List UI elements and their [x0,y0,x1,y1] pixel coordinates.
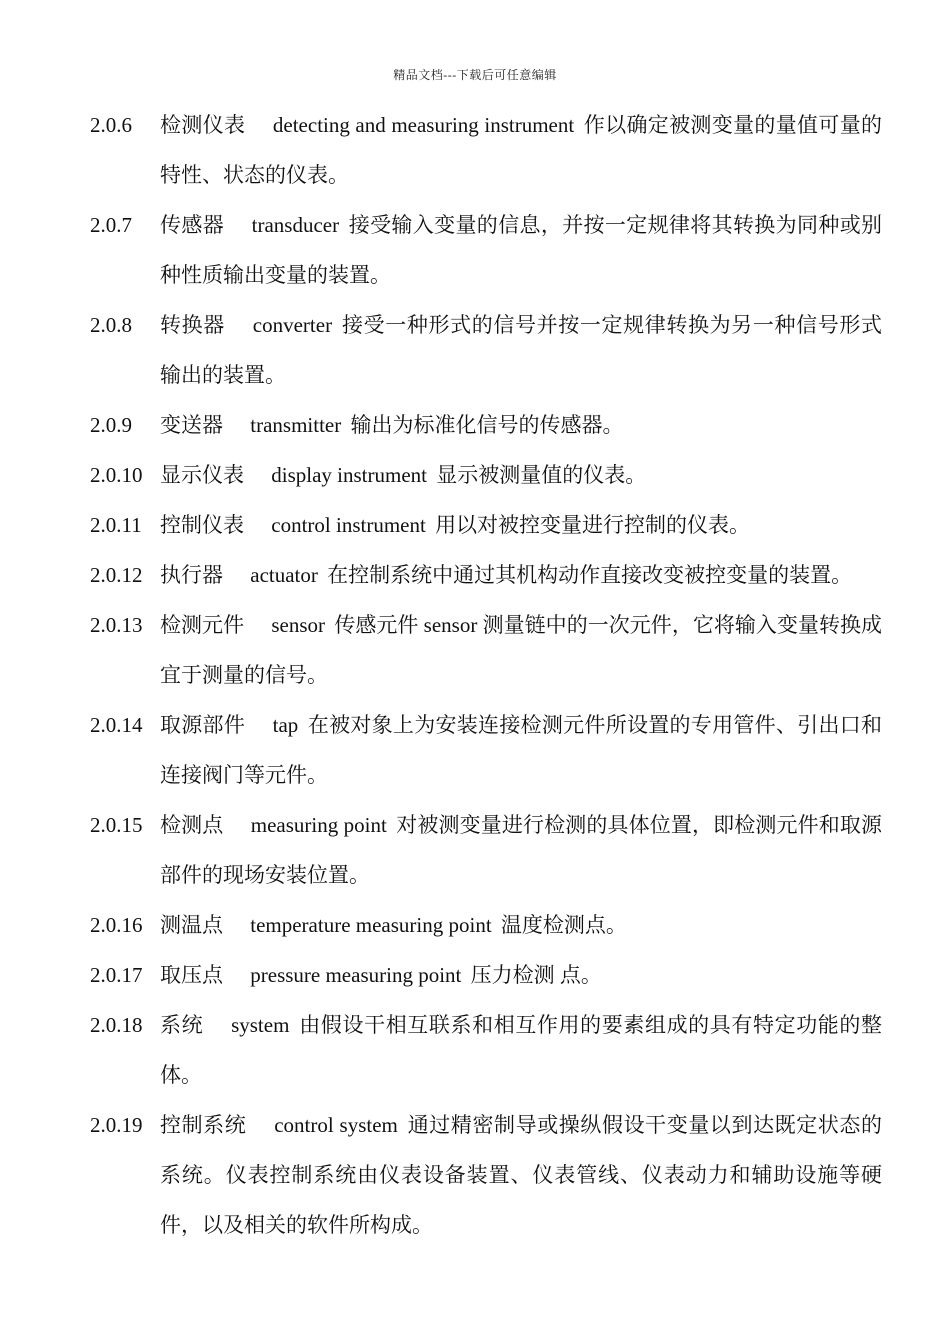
term-english: transducer [251,213,340,237]
entry-number: 2.0.12 [90,563,143,587]
definition-entry [90,900,882,950]
term-english: detecting and measuring instrument [272,113,575,137]
term-english: pressure measuring point [250,963,462,987]
entry-number: 2.0.15 [90,813,143,837]
term-chinese: 系统 [160,1013,204,1037]
term-english: measuring point [250,813,387,837]
entry-number: 2.0.11 [90,513,142,537]
term-english: display instrument [271,463,427,487]
term-chinese: 控制系统 [160,1113,247,1137]
term-english: actuator [250,563,318,587]
term-chinese: 检测仪表 [160,113,246,137]
definition-entry [90,200,882,300]
term-chinese: 取源部件 [160,713,246,737]
term-english: converter [252,313,333,337]
document-body [90,100,882,1250]
definition-entry [90,600,882,700]
term-definition: 在被对象上为安装连接检测元件所设置的专用管件、引出口和连接阀门等元件。 [160,713,883,787]
entry-number: 2.0.18 [90,1013,143,1037]
term-definition: 温度检测点。 [500,913,627,937]
term-definition: 由假设干相互联系和相互作用的要素组成的具有特定功能的整体。 [160,1013,883,1087]
term-definition: 用以对被控变量进行控制的仪表。 [435,513,751,537]
entry-number: 2.0.17 [90,963,143,987]
entry-number: 2.0.8 [90,313,132,337]
definition-entry [90,300,882,400]
entry-number: 2.0.7 [90,213,132,237]
entry-number: 2.0.19 [90,1113,143,1137]
definition-entry [90,550,882,600]
term-definition: 作以确定被测变量的量值可量的特性、状态的仪表。 [160,113,883,187]
entry-number: 2.0.10 [90,463,143,487]
definition-entry [90,950,882,1000]
definition-entry [90,500,882,550]
term-english: sensor [271,613,326,637]
entry-number: 2.0.13 [90,613,143,637]
term-english: tap [272,713,299,737]
term-definition: 传感元件 sensor 测量链中的一次元件，它将输入变量转换成宜于测量的信号。 [160,613,883,687]
term-chinese: 执行器 [160,563,223,587]
term-definition: 压力检测 点。 [470,963,602,987]
definition-entry [90,800,882,900]
term-definition: 通过精密制导或操纵假设干变量以到达既定状态的系统。仪表控制系统由仪表设备装置、仪表管线、仪表动力和辅助设施等硬件，以及相关的软件所构成。 [160,1113,883,1237]
term-definition: 输出为标准化信号的传感器。 [350,413,624,437]
term-english: temperature measuring point [250,913,492,937]
term-chinese: 控制仪表 [160,513,244,537]
term-english: control system [274,1113,398,1137]
term-english: transmitter [250,413,342,437]
term-chinese: 传感器 [160,213,225,237]
definition-entry [90,1100,882,1250]
term-english: control instrument [271,513,426,537]
entry-number: 2.0.16 [90,913,143,937]
entry-number: 2.0.9 [90,413,132,437]
entry-number: 2.0.6 [90,113,132,137]
definition-entry [90,450,882,500]
term-definition: 显示被测量值的仪表。 [436,463,647,487]
term-definition: 接受输入变量的信息，并按一定规律将其转换为同种或别种性质输出变量的装置。 [160,213,883,287]
term-chinese: 变送器 [160,413,223,437]
page-header: 精品文档---下载后可任意编辑 [393,68,557,82]
term-chinese: 测温点 [160,913,223,937]
definition-entry [90,400,882,450]
term-definition: 接受一种形式的信号并按一定规律转换为另一种信号形式输出的装置。 [160,313,883,387]
term-definition: 对被测变量进行检测的具体位置，即检测元件和取源部件的现场安装位置。 [160,813,883,887]
definition-entry [90,700,882,800]
definition-entry [90,100,882,200]
entry-number: 2.0.14 [90,713,143,737]
term-chinese: 检测元件 [160,613,245,637]
term-chinese: 显示仪表 [160,463,244,487]
definition-entry [90,1000,882,1100]
term-definition: 在控制系统中通过其机构动作直接改变被控变量的装置。 [327,563,853,587]
term-chinese: 转换器 [160,313,225,337]
term-chinese: 检测点 [160,813,224,837]
term-english: system [231,1013,290,1037]
term-chinese: 取压点 [160,963,223,987]
